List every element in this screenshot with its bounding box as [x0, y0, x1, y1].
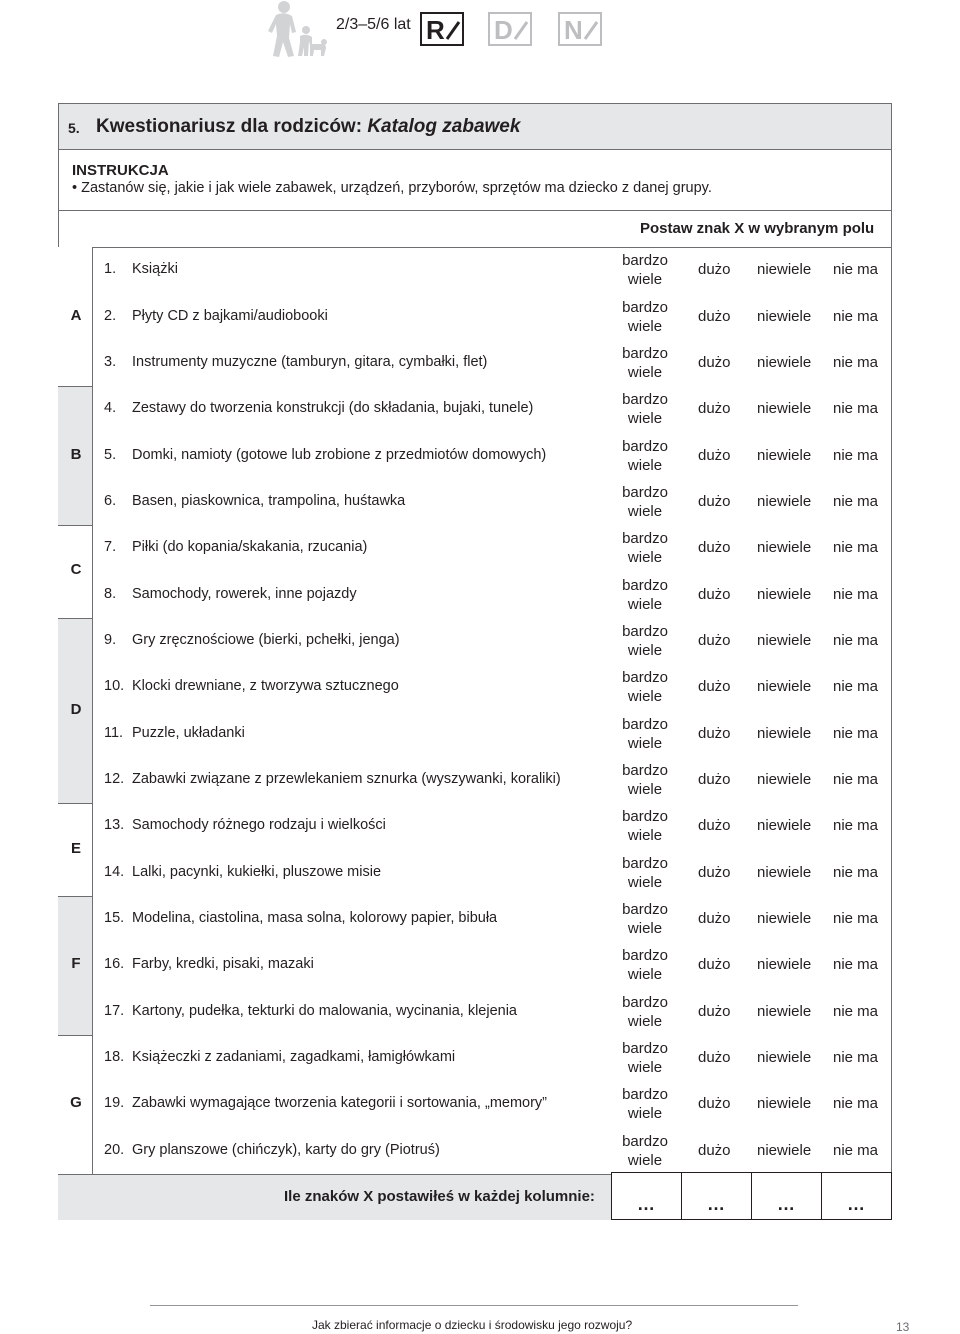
option-very-many[interactable]: [612, 251, 678, 289]
option-many[interactable]: dużo: [698, 724, 731, 742]
option-label: bardzo: [622, 391, 668, 409]
option-label: bardzo: [622, 901, 668, 919]
option-few[interactable]: niewiele: [757, 724, 812, 742]
summary-value: …: [637, 1194, 656, 1214]
option-very-many[interactable]: [612, 344, 678, 382]
table-row: [104, 771, 561, 787]
option-none[interactable]: nie ma: [833, 446, 879, 464]
group-letter: G: [70, 1094, 82, 1112]
group-letter: F: [71, 955, 81, 973]
option-none[interactable]: nie ma: [833, 910, 879, 928]
option-none[interactable]: nie ma: [833, 1002, 879, 1020]
option-label: bardzo: [622, 669, 668, 687]
option-very-many[interactable]: [612, 946, 678, 984]
level-r-logo: [420, 12, 462, 46]
item-number: 1.: [104, 261, 117, 278]
option-few[interactable]: niewiele: [757, 492, 812, 510]
option-label: wiele: [627, 317, 663, 335]
option-label: wiele: [627, 549, 663, 567]
table-row: [104, 725, 245, 741]
option-few[interactable]: niewiele: [757, 261, 812, 279]
table-row: [104, 1142, 440, 1158]
table-instruction-header: Postaw znak X w wybranym polu: [640, 220, 875, 237]
option-label: wiele: [627, 781, 663, 799]
summary-value: …: [707, 1194, 726, 1214]
option-label: bardzo: [622, 530, 668, 548]
option-many[interactable]: dużo: [698, 446, 731, 464]
option-many[interactable]: dużo: [698, 817, 731, 835]
option-very-many[interactable]: [612, 854, 678, 892]
item-number: 6.: [104, 492, 117, 509]
item-text: Piłki (do kopania/skakania, rzucania): [132, 539, 368, 556]
option-few[interactable]: niewiele: [757, 956, 812, 974]
item-number: 12.: [104, 771, 125, 788]
option-few[interactable]: niewiele: [757, 631, 812, 649]
section-title: [96, 116, 520, 138]
option-label: wiele: [627, 966, 663, 984]
option-few[interactable]: niewiele: [757, 446, 812, 464]
option-very-many[interactable]: [612, 529, 678, 567]
option-none[interactable]: nie ma: [833, 631, 879, 649]
option-none[interactable]: nie ma: [833, 863, 879, 881]
option-label: bardzo: [622, 1040, 668, 1058]
option-label: wiele: [627, 595, 663, 613]
option-none[interactable]: nie ma: [833, 261, 879, 279]
item-text: Lalki, pacynki, kukiełki, pluszowe misie: [132, 863, 382, 880]
option-many[interactable]: dużo: [698, 492, 731, 510]
item-number: 10.: [104, 678, 125, 695]
summary-box-few[interactable]: [751, 1172, 822, 1220]
item-number: 2.: [104, 307, 117, 324]
option-few[interactable]: niewiele: [757, 539, 812, 557]
option-very-many[interactable]: [612, 298, 678, 336]
item-text: Zabawki związane z przewlekaniem sznurka (wyszywanki, koraliki): [132, 771, 561, 788]
option-very-many[interactable]: [612, 1085, 678, 1123]
table-row: [104, 400, 533, 416]
level-d-logo: [488, 12, 530, 46]
option-label: wiele: [627, 1012, 663, 1030]
item-number: 13.: [104, 817, 125, 834]
option-many[interactable]: dużo: [698, 307, 731, 325]
option-none[interactable]: nie ma: [833, 307, 879, 325]
option-very-many[interactable]: [612, 668, 678, 706]
option-many[interactable]: dużo: [698, 956, 731, 974]
option-few[interactable]: niewiele: [757, 910, 812, 928]
option-very-many[interactable]: [612, 761, 678, 799]
table-row: [104, 910, 497, 926]
option-label: wiele: [627, 873, 663, 891]
table-row: [104, 354, 487, 370]
option-label: wiele: [627, 363, 663, 381]
option-label: bardzo: [622, 252, 668, 270]
item-number: 18.: [104, 1049, 125, 1066]
page-number: 13: [896, 1320, 910, 1334]
option-label: bardzo: [622, 437, 668, 455]
age-range: 2/3–5/6 lat: [336, 16, 411, 33]
item-text: Samochody różnego rodzaju i wielkości: [132, 817, 386, 834]
table-row: [104, 586, 357, 602]
table-row: [104, 539, 367, 555]
option-label: wiele: [627, 410, 663, 428]
summary-box-very-many[interactable]: [611, 1172, 682, 1220]
option-none[interactable]: nie ma: [833, 956, 879, 974]
option-none[interactable]: nie ma: [833, 1049, 879, 1067]
item-number: 19.: [104, 1095, 125, 1112]
option-many[interactable]: dużo: [698, 353, 731, 371]
option-none[interactable]: nie ma: [833, 724, 879, 742]
summary-value: …: [777, 1194, 796, 1214]
option-many[interactable]: dużo: [698, 1002, 731, 1020]
option-label: bardzo: [622, 298, 668, 316]
option-label: bardzo: [622, 483, 668, 501]
level-n-logo: [558, 12, 600, 46]
option-label: wiele: [627, 920, 663, 938]
instructions-heading: INSTRUKCJA: [72, 162, 169, 179]
table-row: [104, 493, 405, 509]
item-number: 11.: [104, 724, 124, 741]
option-none[interactable]: nie ma: [833, 1095, 879, 1113]
option-label: wiele: [627, 502, 663, 520]
table-row: [104, 1049, 455, 1065]
group-divider: [58, 1035, 93, 1036]
section-title-prefix: Kwestionariusz dla rodziców:: [96, 116, 368, 137]
divider: [58, 247, 892, 248]
item-text: Książeczki z zadaniami, zagadkami, łamigłówkami: [132, 1049, 456, 1066]
option-very-many[interactable]: [612, 1132, 678, 1170]
option-none[interactable]: nie ma: [833, 585, 879, 603]
table-row: [104, 632, 400, 648]
option-many[interactable]: dużo: [698, 1141, 731, 1159]
item-number: 15.: [104, 910, 125, 927]
option-very-many[interactable]: [612, 993, 678, 1031]
option-label: bardzo: [622, 993, 668, 1011]
option-none[interactable]: nie ma: [833, 678, 879, 696]
option-very-many[interactable]: [612, 900, 678, 938]
item-text: Instrumenty muzyczne (tamburyn, gitara, cymbałki, flet): [132, 353, 488, 370]
item-number: 4.: [104, 400, 117, 417]
option-few[interactable]: niewiele: [757, 400, 812, 418]
option-few[interactable]: niewiele: [757, 585, 812, 603]
item-text: Zabawki wymagające tworzenia kategorii i sortowania, „memory”: [132, 1095, 548, 1112]
option-label: bardzo: [622, 1086, 668, 1104]
table-row: [104, 678, 399, 694]
option-many[interactable]: dużo: [698, 400, 731, 418]
item-text: Książki: [132, 261, 178, 278]
option-label: bardzo: [622, 715, 668, 733]
option-few[interactable]: niewiele: [757, 353, 812, 371]
option-very-many[interactable]: [612, 1039, 678, 1077]
option-few[interactable]: niewiele: [757, 307, 812, 325]
adult-walking-with-child-icon: [262, 0, 328, 58]
option-many[interactable]: dużo: [698, 771, 731, 789]
option-none[interactable]: nie ma: [833, 353, 879, 371]
group-letter: A: [70, 306, 82, 324]
option-few[interactable]: niewiele: [757, 1095, 812, 1113]
group-divider: [58, 525, 93, 526]
item-text: Gry zręcznościowe (bierki, pchełki, jenga): [132, 631, 400, 648]
option-many[interactable]: dużo: [698, 863, 731, 881]
group-divider: [58, 386, 93, 387]
option-label: wiele: [627, 1105, 663, 1123]
item-number: 7.: [104, 539, 117, 556]
footer-rule: [150, 1305, 798, 1306]
item-text: Farby, kredki, pisaki, mazaki: [132, 956, 314, 973]
table-row: [104, 956, 314, 972]
option-many[interactable]: dużo: [698, 631, 731, 649]
option-many[interactable]: dużo: [698, 585, 731, 603]
option-none[interactable]: nie ma: [833, 771, 879, 789]
option-very-many[interactable]: [612, 483, 678, 521]
option-label: wiele: [627, 641, 663, 659]
option-label: bardzo: [622, 947, 668, 965]
option-few[interactable]: niewiele: [757, 771, 812, 789]
section-title-italic: Katalog zabawek: [367, 116, 521, 137]
option-label: bardzo: [622, 762, 668, 780]
item-text: Kartony, pudełka, tekturki do malowania, wycinania, klejenia: [132, 1002, 517, 1019]
table-row: [104, 447, 546, 463]
option-label: bardzo: [622, 576, 668, 594]
group-letter: B: [70, 445, 82, 463]
option-none[interactable]: nie ma: [833, 539, 879, 557]
item-number: 16.: [104, 956, 125, 973]
item-number: 9.: [104, 631, 117, 648]
divider: [58, 210, 892, 211]
table-row: [104, 261, 178, 277]
group-letter: C: [70, 561, 82, 579]
option-very-many[interactable]: [612, 437, 678, 475]
option-none[interactable]: nie ma: [833, 492, 879, 510]
logo-letter-r: R: [426, 15, 445, 45]
option-few[interactable]: niewiele: [757, 817, 812, 835]
option-very-many[interactable]: [612, 390, 678, 428]
option-many[interactable]: dużo: [698, 1095, 731, 1113]
option-label: wiele: [627, 1151, 663, 1169]
group-divider: [58, 803, 93, 804]
item-number: 20.: [104, 1141, 125, 1158]
option-many[interactable]: dużo: [698, 261, 731, 279]
option-few[interactable]: niewiele: [757, 863, 812, 881]
option-label: bardzo: [622, 344, 668, 362]
option-none[interactable]: nie ma: [833, 817, 879, 835]
option-label: wiele: [627, 827, 663, 845]
item-text: Płyty CD z bajkami/audiobooki: [132, 307, 328, 324]
summary-value: …: [847, 1194, 866, 1214]
item-text: Zestawy do tworzenia konstrukcji (do składania, bujaki, tunele): [132, 400, 534, 417]
option-label: bardzo: [622, 808, 668, 826]
item-number: 8.: [104, 585, 117, 602]
item-number: 5.: [104, 446, 117, 463]
option-label: bardzo: [622, 1132, 668, 1150]
group-letter: D: [70, 700, 82, 718]
option-label: wiele: [627, 456, 663, 474]
item-text: Gry planszowe (chińczyk), karty do gry (Piotruś): [132, 1141, 440, 1158]
option-many[interactable]: dużo: [698, 539, 731, 557]
option-none[interactable]: nie ma: [833, 1141, 879, 1159]
footer-text: Jak zbierać informacje o dziecku i środowisku jego rozwoju?: [312, 1318, 633, 1332]
item-text: Domki, namioty (gotowe lub zrobione z przedmiotów domowych): [132, 446, 547, 463]
option-few[interactable]: niewiele: [757, 678, 812, 696]
item-text: Modelina, ciastolina, masa solna, kolorowy papier, bibuła: [132, 910, 498, 927]
group-divider: [58, 618, 93, 619]
item-text: Samochody, rowerek, inne pojazdy: [132, 585, 357, 602]
table-row: [104, 1003, 517, 1019]
option-label: bardzo: [622, 622, 668, 640]
logo-letter-d: D: [494, 15, 513, 45]
table-row: [104, 817, 386, 833]
option-very-many[interactable]: [612, 715, 678, 753]
option-label: wiele: [627, 1059, 663, 1077]
logo-letter-n: N: [564, 15, 583, 45]
item-text: Puzzle, układanki: [132, 724, 245, 741]
option-label: wiele: [627, 734, 663, 752]
section-number: 5.: [68, 120, 80, 136]
item-text: Klocki drewniane, z tworzywa sztucznego: [132, 678, 399, 695]
item-number: 17.: [104, 1002, 125, 1019]
option-few[interactable]: niewiele: [757, 1141, 812, 1159]
option-very-many[interactable]: [612, 807, 678, 845]
item-text: Basen, piaskownica, trampolina, huśtawka: [132, 492, 406, 509]
summary-box-many[interactable]: [681, 1172, 752, 1220]
group-letter: E: [70, 839, 81, 857]
item-number: 3.: [104, 353, 117, 370]
option-many[interactable]: dużo: [698, 1049, 731, 1067]
instructions-text: • Zastanów się, jakie i jak wiele zabawek, urządzeń, przyborów, sprzętów ma dziecko z danej grupy.: [72, 180, 712, 196]
option-label: bardzo: [622, 854, 668, 872]
option-none[interactable]: nie ma: [833, 400, 879, 418]
option-many[interactable]: dużo: [698, 910, 731, 928]
option-many[interactable]: dużo: [698, 678, 731, 696]
option-few[interactable]: niewiele: [757, 1002, 812, 1020]
option-very-many[interactable]: [612, 622, 678, 660]
table-row: [104, 308, 328, 324]
table-row: [104, 864, 381, 880]
option-label: wiele: [627, 688, 663, 706]
option-label: wiele: [627, 271, 663, 289]
table-row: [104, 1095, 547, 1111]
summary-box-none[interactable]: [821, 1172, 892, 1220]
option-few[interactable]: niewiele: [757, 1049, 812, 1067]
group-divider: [58, 896, 93, 897]
summary-label: Ile znaków X postawiłeś w każdej kolumnie:: [284, 1188, 595, 1205]
option-very-many[interactable]: [612, 576, 678, 614]
item-number: 14.: [104, 863, 125, 880]
